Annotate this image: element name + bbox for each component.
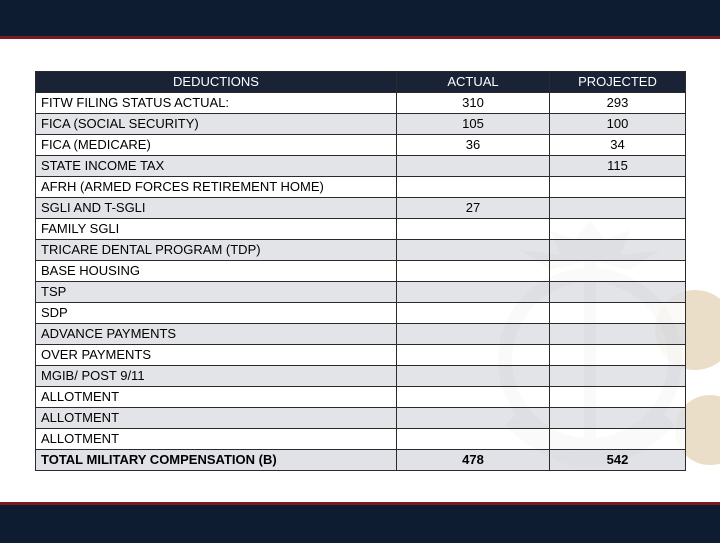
actual-value <box>397 387 550 408</box>
projected-value <box>550 261 686 282</box>
deduction-label: BASE HOUSING <box>36 261 397 282</box>
table-row <box>36 240 686 261</box>
table-row <box>36 93 686 114</box>
projected-value <box>550 345 686 366</box>
table-row <box>36 282 686 303</box>
deduction-label: TSP <box>36 282 397 303</box>
deduction-label: TRICARE DENTAL PROGRAM (TDP) <box>36 240 397 261</box>
projected-value <box>550 282 686 303</box>
projected-value <box>550 387 686 408</box>
actual-value <box>397 282 550 303</box>
actual-value <box>397 429 550 450</box>
table-row <box>36 219 686 240</box>
projected-value <box>550 366 686 387</box>
total-projected: 542 <box>550 450 686 471</box>
table-row <box>36 366 686 387</box>
actual-value <box>397 345 550 366</box>
deductions-table <box>35 71 686 471</box>
actual-value <box>397 219 550 240</box>
deduction-label: MGIB/ POST 9/11 <box>36 366 397 387</box>
deduction-label: ALLOTMENT <box>36 408 397 429</box>
deduction-label: OVER PAYMENTS <box>36 345 397 366</box>
deduction-label: FICA (MEDICARE) <box>36 135 397 156</box>
deduction-label: AFRH (ARMED FORCES RETIREMENT HOME) <box>36 177 397 198</box>
actual-value <box>397 408 550 429</box>
actual-value <box>397 240 550 261</box>
projected-value <box>550 429 686 450</box>
projected-value <box>550 198 686 219</box>
total-row <box>36 450 686 471</box>
header-projected: PROJECTED <box>550 72 686 93</box>
actual-value <box>397 261 550 282</box>
actual-value <box>397 324 550 345</box>
deduction-label: STATE INCOME TAX <box>36 156 397 177</box>
table-row <box>36 408 686 429</box>
projected-value: 100 <box>550 114 686 135</box>
actual-value <box>397 156 550 177</box>
total-actual: 478 <box>397 450 550 471</box>
table-row <box>36 324 686 345</box>
actual-value <box>397 366 550 387</box>
table-row <box>36 156 686 177</box>
deduction-label: FITW FILING STATUS ACTUAL: <box>36 93 397 114</box>
projected-value <box>550 240 686 261</box>
projected-value <box>550 408 686 429</box>
deduction-label: ALLOTMENT <box>36 429 397 450</box>
deduction-label: FAMILY SGLI <box>36 219 397 240</box>
table-row <box>36 177 686 198</box>
actual-value: 310 <box>397 93 550 114</box>
actual-value: 27 <box>397 198 550 219</box>
header-deductions: DEDUCTIONS <box>36 72 397 93</box>
deduction-label: FICA (SOCIAL SECURITY) <box>36 114 397 135</box>
actual-value <box>397 303 550 324</box>
table-header-row <box>36 72 686 93</box>
deduction-label: ALLOTMENT <box>36 387 397 408</box>
top-banner <box>0 0 720 39</box>
actual-value <box>397 177 550 198</box>
projected-value: 34 <box>550 135 686 156</box>
projected-value: 293 <box>550 93 686 114</box>
total-label: TOTAL MILITARY COMPENSATION (B) <box>36 450 397 471</box>
table-row <box>36 303 686 324</box>
deduction-label: SDP <box>36 303 397 324</box>
table-row <box>36 198 686 219</box>
table-row <box>36 261 686 282</box>
projected-value: 115 <box>550 156 686 177</box>
deduction-label: ADVANCE PAYMENTS <box>36 324 397 345</box>
table-row <box>36 345 686 366</box>
projected-value <box>550 219 686 240</box>
table-row <box>36 387 686 408</box>
actual-value: 105 <box>397 114 550 135</box>
bottom-banner <box>0 502 720 543</box>
projected-value <box>550 324 686 345</box>
deduction-label: SGLI AND T-SGLI <box>36 198 397 219</box>
actual-value: 36 <box>397 135 550 156</box>
table-row <box>36 135 686 156</box>
table-row <box>36 429 686 450</box>
table-row <box>36 114 686 135</box>
projected-value <box>550 177 686 198</box>
projected-value <box>550 303 686 324</box>
header-actual: ACTUAL <box>397 72 550 93</box>
